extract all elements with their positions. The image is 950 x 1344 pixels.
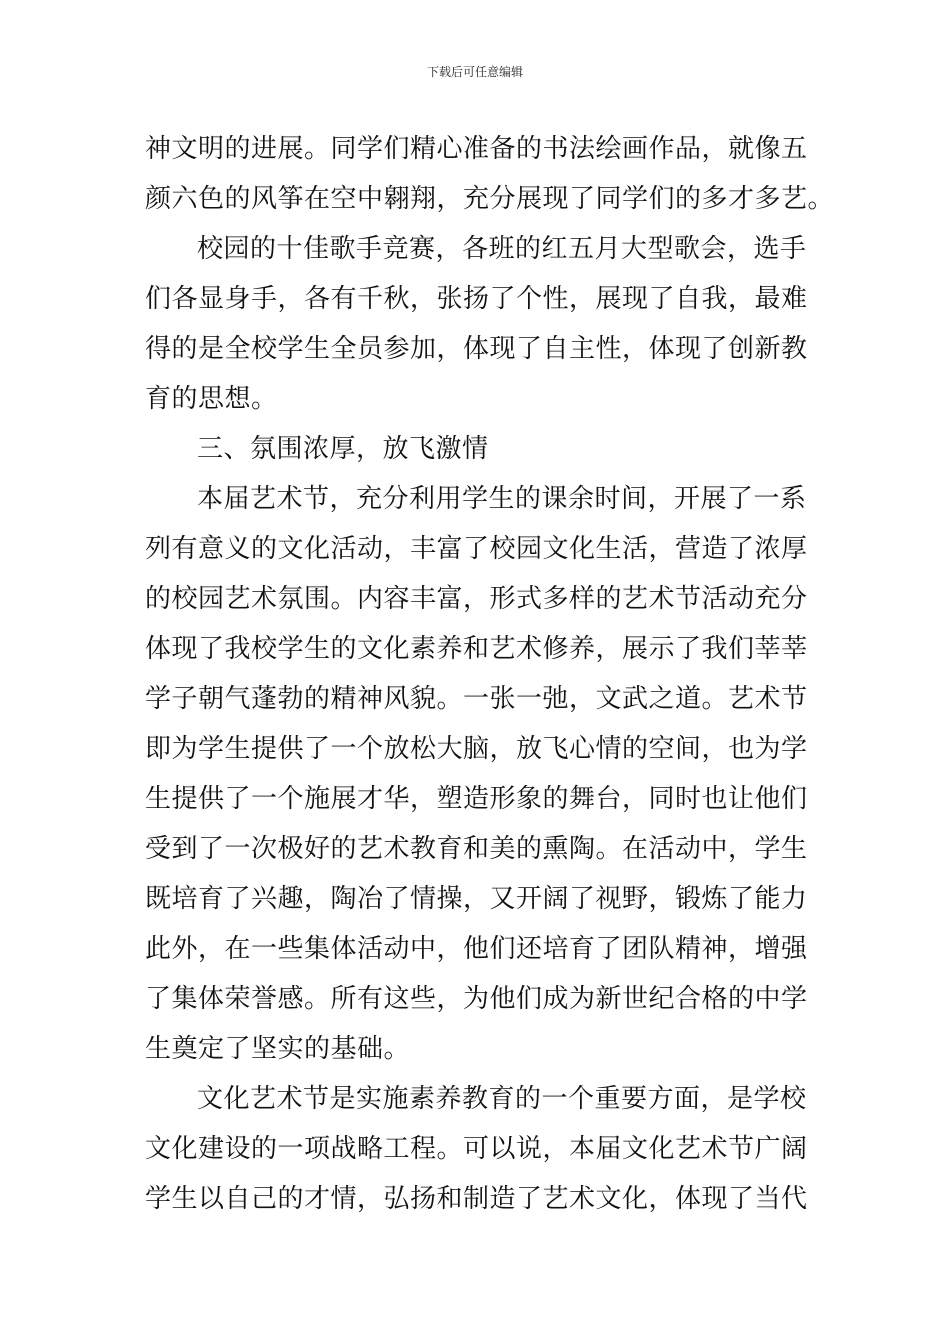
text-line: 此外，在一些集体活动中，他们还培育了团队精神，增强 — [145, 934, 808, 964]
text-line: 体现了我校学生的文化素养和艺术修养，展示了我们莘莘 — [145, 634, 808, 664]
paragraph-start-line: 文化艺术节是实施素养教育的一个重要方面，是学校 — [197, 1084, 807, 1114]
page-header: 下载后可任意编辑 — [426, 65, 523, 79]
text-line: 神文明的进展。同学们精心准备的书法绘画作品，就像五 — [145, 134, 808, 164]
text-line: 文化建设的一项战略工程。可以说，本届文化艺术节广阔 — [145, 1134, 808, 1164]
text-line: 列有意义的文化活动，丰富了校园文化生活，营造了浓厚 — [145, 534, 808, 564]
text-line: 受到了一次极好的艺术教育和美的熏陶。在活动中，学生 — [145, 834, 808, 864]
text-line: 颜六色的风筝在空中翱翔，充分展现了同学们的多才多艺。 — [145, 184, 835, 214]
text-line: 的校园艺术氛围。内容丰富，形式多样的艺术节活动充分 — [145, 584, 808, 614]
paragraph-start-line: 本届艺术节，充分利用学生的课余时间，开展了一系 — [197, 484, 807, 514]
paragraph-start-line: 校园的十佳歌手竞赛，各班的红五月大型歌会，选手 — [197, 234, 807, 264]
text-line: 生奠定了坚实的基础。 — [145, 1034, 411, 1064]
text-line: 学生以自己的才情，弘扬和制造了艺术文化，体现了当代 — [145, 1184, 808, 1214]
document-body — [145, 124, 835, 1224]
text-line: 即为学生提供了一个放松大脑，放飞心情的空间，也为学 — [145, 734, 808, 764]
section-heading: 三、氛围浓厚，放飞激情 — [197, 434, 489, 464]
text-line: 生提供了一个施展才华，塑造形象的舞台，同时也让他们 — [145, 784, 808, 814]
text-line: 得的是全校学生全员参加，体现了自主性，体现了创新教 — [145, 334, 808, 364]
text-line: 们各显身手，各有千秋，张扬了个性，展现了自我，最难 — [145, 284, 808, 314]
text-line: 了集体荣誉感。所有这些，为他们成为新世纪合格的中学 — [145, 984, 808, 1014]
text-line: 育的思想。 — [145, 384, 278, 414]
text-line: 既培育了兴趣，陶冶了情操，又开阔了视野，锻炼了能力 — [145, 884, 808, 914]
text-line: 学子朝气蓬勃的精神风貌。一张一弛，文武之道。艺术节 — [145, 684, 808, 714]
